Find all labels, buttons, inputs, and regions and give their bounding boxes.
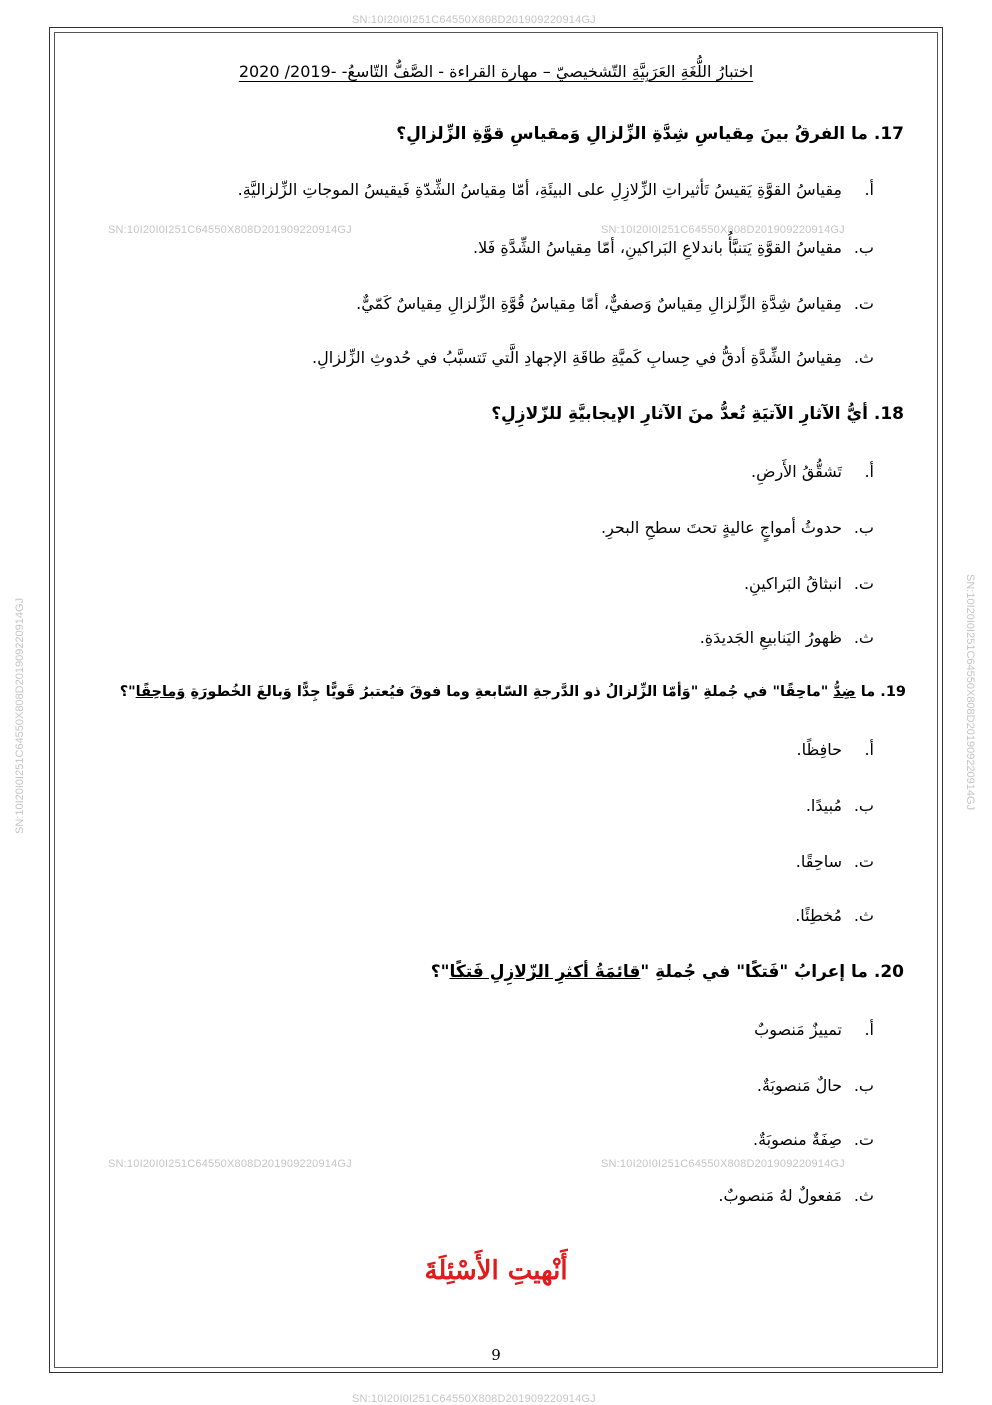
q17-option-d[interactable] [312,348,874,367]
question-number: 20. [873,962,904,982]
option-text: مُبيدًا. [805,796,842,815]
option-label: أ. [864,180,874,199]
question-text: أيُّ الآثارِ الآتيَةِ تُعدُّ منَ الآثارِ الإيجابيَّةِ للزّلازِلِ؟ [491,404,868,424]
question-17 [396,124,904,144]
page-border-inner [54,32,938,1368]
option-label: ت. [853,1130,874,1149]
option-label: ب. [853,796,874,815]
watermark-left-2: SN:10I20I0I251C64550X808D201909220914GJ [108,1158,352,1170]
option-text: انبثاقُ البَراكينِ. [743,574,842,593]
q20-option-b[interactable] [757,1076,874,1095]
question-19 [120,684,906,700]
question-text-end: "؟ [119,684,136,700]
option-text: مِقياسُ الشِّدَّةِ أدقُّ في حِسابِ كَميَّةِ طاقَةِ الإجهادِ الَّتي تَتسبَّبُ في حُدوثِ الزِّلزالِ. [312,348,842,367]
option-label: ث. [853,1186,874,1205]
option-label: ت. [853,294,874,313]
header-text: اختبارُ اللُّغَةِ العَرَبِيَّةِ التّشخيصيّ – مهارة القراءة - الصَّفُّ التّاسعُ- -2019/ 2020 [238,62,754,81]
option-text: حالٌ مَنصوبَةٌ. [756,1076,842,1095]
option-text: ساحِقًا. [795,852,842,871]
option-text: حدوثُ أمواجٍ عاليةٍ تحتَ سطحِ البحرِ. [600,518,842,537]
page-number: 9 [491,1346,501,1364]
question-underlined-phrase: قائمَةُ أكثرِ الزّلازِلِ فَتكًا [449,962,641,982]
end-of-questions-title: أَنْهيتِ الأَسْئِلَةَ [424,1256,568,1286]
question-underlined-word: ضِدُّ [833,684,856,700]
exam-header [100,62,892,81]
q19-option-d[interactable] [795,906,874,925]
q18-option-d[interactable] [700,628,874,647]
q20-option-a[interactable] [754,1020,874,1039]
watermark-top: SN:10I20I0I251C64550X808D201909220914GJ [352,14,596,26]
q20-option-c[interactable] [753,1130,874,1149]
option-text: تَشقُّقُ الأَرضِ. [751,462,842,481]
option-text: مقياسُ القوَّةِ يَتنبَّأُ باندلاعِ البَراكينِ، أمّا مِقياسُ الشِّدَّةِ فَلا. [473,238,842,257]
q19-option-b[interactable] [806,796,874,815]
option-label: ت. [853,574,874,593]
question-18 [491,404,904,424]
option-label: ث. [853,348,874,367]
q17-option-a[interactable] [238,180,874,199]
question-text-start: ما إعرابُ "فَتكًا" في جُملةِ " [640,962,868,982]
question-text-end: "؟ [430,962,450,982]
question-text: ما الفرقُ بينَ مِقياسِ شِدَّةِ الزِّلزالِ وَمقياسِ قوَّةِ الزِّلزالِ؟ [396,124,868,144]
question-text-start: ما [855,684,876,700]
option-label: ب. [853,1076,874,1095]
option-label: أ. [864,1020,874,1039]
watermark-bottom: SN:10I20I0I251C64550X808D201909220914GJ [352,1393,596,1405]
option-label: أ. [864,740,874,759]
option-label: ث. [853,628,874,647]
option-text: ظهورُ اليَنابيعِ الجَديدَةِ. [699,628,842,647]
question-number: 18. [873,404,904,424]
q17-option-b[interactable] [473,238,874,257]
question-number: 19. [880,684,906,700]
option-label: ب. [853,238,874,257]
q17-option-c[interactable] [356,294,874,313]
option-label: ث. [853,906,874,925]
option-label: أ. [864,462,874,481]
question-text-middle: "ماحِقًا" في جُملةِ "وَأمّا الزِّلزالُ ذو الدَّرجةِ السّابعةِ وما فوقَ فيُعتبرُ قَويًّا جِدًّا وَبالغَ الخُطورَةِ [185,684,834,700]
question-20 [431,962,904,982]
q19-option-c[interactable] [796,852,874,871]
q20-option-d[interactable] [718,1186,874,1205]
option-label: ب. [853,518,874,537]
question-underlined-phrase: وَماحِقًا [135,684,186,700]
option-text: حافِظًا. [796,740,842,759]
option-text: صِفَةٌ منصوبَةٌ. [753,1130,842,1149]
option-text: تمييزٌ مَنصوبٌ [754,1020,842,1039]
q18-option-a[interactable] [751,462,874,481]
option-text: مَفعولٌ لهُ مَنصوبٌ. [718,1186,842,1205]
option-text: مُخطِئًا. [795,906,842,925]
watermark-vertical-left: SN:10I20I0I251C64550X808D201909220914GJ [14,597,26,834]
question-number: 17. [873,124,904,144]
option-label: ت. [853,852,874,871]
option-text: مِقياسُ شِدَّةِ الزِّلزالِ مِقياسٌ وَصفيٌّ، أمّا مِقياسُ قُوَّةِ الزِّلزالِ مِقياسٌ كَمّيٌّ. [356,294,842,313]
watermark-right-2: SN:10I20I0I251C64550X808D201909220914GJ [601,1158,845,1170]
watermark-left-1: SN:10I20I0I251C64550X808D201909220914GJ [108,224,352,236]
option-text: مِقياسُ القوَّةِ يَقيسُ تَأثيراتِ الزِّلازِلِ على البيئَةِ، أمّا مِقياسُ الشِّدّةِ فَيقيسُ الموجاتِ الزِّلزاليَّةِ. [237,180,842,199]
q19-option-a[interactable] [797,740,875,759]
q18-option-c[interactable] [744,574,874,593]
q18-option-b[interactable] [601,518,874,537]
watermark-vertical-right: SN:10I20I0I251C64550X808D201909220914GJ [964,574,976,811]
watermark-right-1: SN:10I20I0I251C64550X808D201909220914GJ [601,224,845,236]
